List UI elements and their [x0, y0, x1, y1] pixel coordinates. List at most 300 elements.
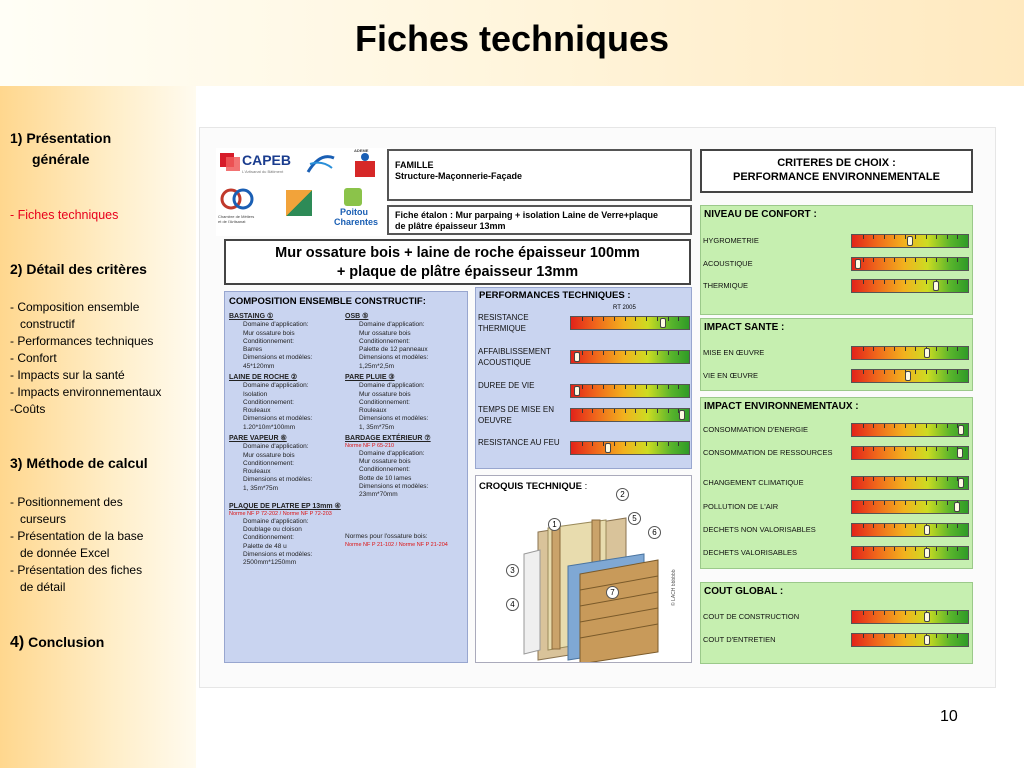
bar-tick	[678, 442, 679, 446]
bar-tick	[678, 351, 679, 355]
bar-tick	[936, 501, 937, 505]
bar-tick	[894, 634, 895, 638]
composition-item	[345, 374, 460, 432]
section4-number: 4)	[10, 634, 25, 651]
composition-item	[345, 435, 460, 500]
composition-item-line: Mur ossature bois	[359, 329, 411, 337]
bar-tick	[915, 235, 916, 239]
poitou-text: Poitou	[340, 207, 368, 217]
sidebar-item: -Coûts	[10, 402, 46, 416]
bar-tick	[625, 385, 626, 389]
composition-item-line: 1, 35m*75m	[243, 484, 279, 492]
bar-tick	[894, 235, 895, 239]
bar-tick	[905, 235, 906, 239]
bar-tick	[646, 442, 647, 446]
composition-item-line: Conditionnement:	[243, 337, 294, 345]
bar-tick	[926, 370, 927, 374]
famille-label: FAMILLE	[395, 160, 434, 170]
rating-slider-knob[interactable]	[958, 478, 964, 488]
bar-tick	[915, 477, 916, 481]
composition-item-line: Rouleaux	[243, 468, 271, 476]
bar-tick	[915, 280, 916, 284]
composition-item-line: Domaine d'application:	[243, 443, 309, 451]
bar-tick	[873, 611, 874, 615]
composition-item	[229, 374, 344, 432]
rating-slider-knob[interactable]	[954, 502, 960, 512]
composition-item-line: Dimensions et modèles:	[243, 354, 313, 362]
bar-tick	[657, 351, 658, 355]
bar-tick	[926, 258, 927, 262]
performance-label: RESISTANCE AU FEU	[478, 438, 560, 447]
rating-bar	[570, 350, 690, 364]
bar-tick	[905, 447, 906, 451]
bar-tick	[936, 258, 937, 262]
bar-tick	[657, 317, 658, 321]
rating-slider-knob[interactable]	[924, 525, 930, 535]
capeb-logo-icon	[218, 150, 242, 172]
sidebar-item: - Impacts sur la santé	[10, 368, 125, 382]
bar-tick	[592, 317, 593, 321]
bar-tick	[884, 547, 885, 551]
wall-section-illustration	[476, 494, 691, 662]
composition-item-line: Domaine d'application:	[243, 517, 309, 525]
composition-panel	[224, 291, 468, 663]
bar-tick	[863, 347, 864, 351]
bar-tick	[894, 501, 895, 505]
bar-tick	[646, 409, 647, 413]
croquis-callout-1: 1	[548, 518, 561, 531]
rating-slider-knob[interactable]	[574, 386, 580, 396]
cma-logo-icon	[218, 186, 258, 212]
bar-tick	[873, 258, 874, 262]
criteria-label: CHANGEMENT CLIMATIQUE	[703, 478, 804, 487]
bar-tick	[936, 477, 937, 481]
bar-tick	[625, 317, 626, 321]
sidebar-item: - Performances techniques	[10, 334, 154, 348]
bar-tick	[936, 447, 937, 451]
bar-tick	[936, 634, 937, 638]
chamber-logo-icon	[286, 190, 312, 216]
bar-tick	[646, 351, 647, 355]
bar-tick	[863, 524, 864, 528]
bar-tick	[863, 547, 864, 551]
composition-item-line: 1, 35m*75m	[359, 423, 395, 431]
rating-bar	[851, 633, 969, 647]
logos-panel	[216, 148, 391, 236]
bar-tick	[614, 409, 615, 413]
croquis-callout-4: 4	[506, 598, 519, 611]
bar-tick	[947, 424, 948, 428]
bar-tick	[957, 258, 958, 262]
bar-tick	[884, 501, 885, 505]
criteria-section-title: IMPACT SANTE :	[704, 322, 785, 333]
sidebar-item: - Composition ensemble	[10, 300, 140, 314]
bar-tick	[592, 385, 593, 389]
composition-item-line: Botte de 10 lames	[359, 474, 412, 482]
bar-tick	[947, 235, 948, 239]
bar-tick	[915, 634, 916, 638]
page-number: 10	[940, 708, 958, 725]
bar-tick	[957, 370, 958, 374]
bar-tick	[614, 385, 615, 389]
sidebar-section1-line2: générale	[32, 151, 90, 167]
criteria-label: ACOUSTIQUE	[703, 259, 753, 268]
composition-item-name: PLAQUE DE PLATRE EP 13mm ④	[229, 503, 341, 510]
sidebar-section4-head	[10, 633, 104, 652]
croquis-panel	[475, 475, 692, 663]
bar-tick	[592, 442, 593, 446]
bar-tick	[873, 370, 874, 374]
page-title: Fiches techniques	[354, 18, 670, 59]
bar-tick	[947, 347, 948, 351]
bar-tick	[947, 477, 948, 481]
bar-tick	[947, 547, 948, 551]
etalon-line2: de plâtre épaisseur 13mm	[395, 221, 506, 231]
croquis-callout-7: 7	[606, 586, 619, 599]
composition-item-line: 1,25m*2,5m	[359, 362, 395, 370]
rating-slider-knob[interactable]	[924, 635, 930, 645]
composition-item-line: Dimensions et modèles:	[243, 476, 313, 484]
rating-bar	[851, 446, 969, 460]
technical-sheet-figure	[199, 127, 996, 688]
bar-tick	[863, 501, 864, 505]
bar-tick	[915, 611, 916, 615]
criteria-label: VIE EN ŒUVRE	[703, 371, 759, 380]
composition-item-line: Domaine d'application:	[359, 321, 425, 329]
composition-item	[229, 313, 344, 371]
rating-bar	[851, 369, 969, 383]
bar-tick	[926, 280, 927, 284]
sidebar-item: curseurs	[20, 512, 67, 526]
rating-bar	[570, 384, 690, 398]
criteria-label: COUT D'ENTRETIEN	[703, 635, 776, 644]
criteria-label: DECHETS VALORISABLES	[703, 548, 798, 557]
sidebar-fiches-techniques[interactable]: - Fiches techniques	[10, 208, 119, 222]
composition-item-line: 23mm*70mm	[359, 491, 398, 499]
rating-bar	[570, 408, 690, 422]
performance-label: TEMPS DE MISE EN OEUVRE	[478, 405, 555, 425]
bar-tick	[668, 409, 669, 413]
bar-tick	[915, 258, 916, 262]
bar-tick	[603, 317, 604, 321]
norms-note-text: Normes pour l'ossature bois:	[345, 533, 428, 540]
bar-tick	[947, 370, 948, 374]
product-title-line1: Mur ossature bois + laine de roche épaisseur 100mm	[275, 245, 640, 261]
composition-item-line: Domaine d'application:	[359, 382, 425, 390]
criteria-label: MISE EN ŒUVRE	[703, 348, 765, 357]
rating-bar	[851, 346, 969, 360]
rating-bar	[570, 441, 690, 455]
bar-tick	[603, 442, 604, 446]
bar-tick	[657, 385, 658, 389]
bar-tick	[915, 501, 916, 505]
bar-tick	[657, 442, 658, 446]
composition-item-line: Domaine d'application:	[243, 321, 309, 329]
product-title-line2: + plaque de plâtre épaisseur 13mm	[336, 264, 579, 280]
rating-slider-knob[interactable]	[907, 236, 913, 246]
croquis-title-text: CROQUIS TECHNIQUE	[479, 481, 582, 492]
famille-value: Structure-Maçonnerie-Façade	[395, 171, 523, 181]
bar-tick	[894, 477, 895, 481]
composition-item-line: Dimensions et modèles:	[359, 354, 429, 362]
bar-tick	[592, 409, 593, 413]
bar-tick	[678, 317, 679, 321]
bar-tick	[894, 611, 895, 615]
bar-tick	[603, 409, 604, 413]
cma-caption: Chambre de Métiers et de l'Artisanat	[218, 214, 255, 224]
bar-tick	[592, 351, 593, 355]
sidebar-section1-line1: 1) Présentation	[10, 130, 112, 146]
croquis-title-colon: :	[581, 481, 588, 492]
bar-tick	[915, 547, 916, 551]
bar-tick	[873, 477, 874, 481]
criteria-label: THERMIQUE	[703, 281, 748, 290]
bar-tick	[884, 634, 885, 638]
bar-tick	[646, 317, 647, 321]
charentes-text: Charentes	[334, 217, 379, 227]
bar-tick	[635, 385, 636, 389]
sidebar-item: constructif	[20, 317, 75, 331]
bar-tick	[635, 442, 636, 446]
bar-tick	[873, 501, 874, 505]
bar-tick	[905, 424, 906, 428]
composition-item-line: Conditionnement:	[243, 398, 294, 406]
bar-tick	[957, 634, 958, 638]
rating-slider-knob[interactable]	[924, 548, 930, 558]
bar-tick	[646, 385, 647, 389]
rating-slider-knob[interactable]	[958, 425, 964, 435]
composition-item	[345, 313, 460, 371]
bar-tick	[936, 547, 937, 551]
composition-item-name: OSB ⑤	[345, 313, 369, 320]
bar-tick	[635, 317, 636, 321]
bar-tick	[884, 280, 885, 284]
bar-tick	[863, 634, 864, 638]
bar-tick	[614, 442, 615, 446]
bar-tick	[678, 385, 679, 389]
bar-tick	[582, 409, 583, 413]
bar-tick	[884, 347, 885, 351]
criteria-label: HYGROMETRIE	[703, 236, 759, 245]
bar-tick	[863, 235, 864, 239]
composition-item-line: Mur ossature bois	[359, 390, 411, 398]
norms-note	[345, 533, 460, 550]
composition-item-line: Dimensions et modèles:	[243, 550, 313, 558]
bar-tick	[582, 442, 583, 446]
composition-item-line: Dimensions et modèles:	[359, 415, 429, 423]
bar-tick	[915, 447, 916, 451]
criteria-section-title: NIVEAU DE CONFORT :	[704, 209, 817, 220]
bar-tick	[668, 351, 669, 355]
sidebar-item: de donnée Excel	[20, 546, 110, 560]
bar-tick	[926, 477, 927, 481]
bar-tick	[947, 524, 948, 528]
bar-tick	[625, 409, 626, 413]
bar-tick	[905, 547, 906, 551]
norms-note-refs: Norme NF P 21-102 / Norme NF P 21-204	[345, 542, 448, 549]
composition-title: COMPOSITION ENSEMBLE CONSTRUCTIF:	[229, 296, 426, 307]
bar-tick	[894, 547, 895, 551]
bar-tick	[657, 409, 658, 413]
composition-item-norm: Norme NF P 72-202 / Norme NF P 72-203	[229, 511, 332, 518]
croquis-callout-2: 2	[616, 488, 629, 501]
bar-tick	[894, 280, 895, 284]
croquis-title	[479, 481, 587, 492]
rating-slider-knob[interactable]	[574, 352, 580, 362]
composition-item-line: Palette de 12 panneaux	[359, 346, 428, 354]
rating-slider-knob[interactable]	[957, 448, 963, 458]
bar-tick	[905, 347, 906, 351]
criteria-section	[700, 582, 973, 664]
bar-tick	[884, 524, 885, 528]
composition-item-line: Conditionnement:	[243, 534, 294, 542]
rating-bar	[851, 476, 969, 490]
composition-item-name: BARDAGE EXTÉRIEUR ⑦	[345, 435, 431, 442]
famille-box	[387, 149, 692, 201]
bar-tick	[926, 424, 927, 428]
composition-item-name: BASTAING ①	[229, 313, 274, 320]
bar-tick	[936, 235, 937, 239]
composition-item-name: PARE PLUIE ③	[345, 374, 395, 381]
criteria-label: DECHETS NON VALORISABLES	[703, 525, 816, 534]
bar-tick	[894, 424, 895, 428]
rating-slider-knob[interactable]	[660, 318, 666, 328]
etalon-line1: Fiche étalon : Mur parpaing + isolation Laine de Verre+plaque	[395, 210, 659, 220]
criteria-section	[700, 318, 973, 391]
bar-tick	[603, 385, 604, 389]
sidebar-item: - Impacts environnementaux	[10, 385, 162, 399]
bar-tick	[926, 235, 927, 239]
rating-bar	[851, 500, 969, 514]
bar-tick	[582, 351, 583, 355]
bar-tick	[894, 347, 895, 351]
sidebar-item: - Présentation des fiches	[10, 563, 143, 577]
bar-tick	[905, 634, 906, 638]
rating-slider-knob[interactable]	[605, 443, 611, 453]
bar-tick	[926, 447, 927, 451]
bar-tick	[915, 524, 916, 528]
bar-tick	[873, 280, 874, 284]
bar-tick	[915, 424, 916, 428]
bar-tick	[936, 347, 937, 351]
bar-tick	[957, 347, 958, 351]
bar-tick	[603, 351, 604, 355]
bar-tick	[863, 424, 864, 428]
rating-bar	[851, 523, 969, 537]
ademe-logo-icon	[352, 151, 378, 179]
bar-tick	[957, 235, 958, 239]
bar-tick	[936, 524, 937, 528]
sidebar-section3-head: 3) Méthode de calcul	[10, 455, 148, 471]
fiche-etalon-box	[387, 205, 692, 235]
composition-item-name: LAINE DE ROCHE ②	[229, 374, 298, 381]
rating-slider-knob[interactable]	[855, 259, 861, 269]
bar-tick	[947, 611, 948, 615]
sidebar-item: - Présentation de la base	[10, 529, 144, 543]
composition-item-line: Dimensions et modèles:	[359, 482, 429, 490]
bar-tick	[905, 280, 906, 284]
criteria-label: CONSOMMATION D'ENERGIE	[703, 425, 809, 434]
criteria-section	[700, 205, 973, 315]
bar-tick	[863, 477, 864, 481]
croquis-callout-3: 3	[506, 564, 519, 577]
composition-item	[229, 435, 344, 493]
capeb-logo: CAPEB	[242, 152, 292, 168]
composition-item-line: Rouleaux	[243, 407, 271, 415]
rt-2005-label: RT 2005	[613, 305, 636, 311]
bar-tick	[873, 347, 874, 351]
composition-item-line: Dimensions et modèles:	[243, 415, 313, 423]
bar-tick	[863, 447, 864, 451]
criteria-label: CONSOMMATION DE RESSOURCES	[703, 448, 833, 457]
rating-slider-knob[interactable]	[933, 281, 939, 291]
bar-tick	[625, 442, 626, 446]
section4-label: Conclusion	[28, 634, 105, 650]
bar-tick	[863, 611, 864, 615]
bar-tick	[936, 424, 937, 428]
rating-slider-knob[interactable]	[924, 612, 930, 622]
bar-tick	[936, 611, 937, 615]
performances-title: PERFORMANCES TECHNIQUES :	[479, 290, 631, 301]
bar-tick	[635, 351, 636, 355]
composition-item-line: Doublage ou cloison	[243, 526, 302, 534]
bar-tick	[894, 258, 895, 262]
croquis-copyright: © LACH bbbbbb	[671, 569, 677, 606]
bar-tick	[863, 280, 864, 284]
bar-tick	[905, 258, 906, 262]
rating-bar	[851, 423, 969, 437]
rating-slider-knob[interactable]	[905, 371, 911, 381]
bar-tick	[905, 524, 906, 528]
rating-slider-knob[interactable]	[924, 348, 930, 358]
composition-item-line: 1.20*10m*100mm	[243, 423, 296, 431]
bar-tick	[905, 611, 906, 615]
croquis-callout-5: 5	[628, 512, 641, 525]
ffb-logo-icon	[304, 150, 338, 178]
bar-tick	[863, 258, 864, 262]
sidebar-item: de détail	[20, 580, 66, 594]
criteria-section-title: COUT GLOBAL :	[704, 586, 784, 597]
capeb-subtitle: L'Artisanat du Bâtiment	[242, 169, 284, 174]
bar-tick	[884, 370, 885, 374]
bar-tick	[884, 258, 885, 262]
poitou-logo-icon	[344, 188, 362, 206]
criteres-line1: CRITERES DE CHOIX :	[777, 157, 896, 169]
bar-tick	[915, 347, 916, 351]
bar-tick	[894, 447, 895, 451]
composition-item-line: Conditionnement:	[243, 459, 294, 467]
rating-slider-knob[interactable]	[679, 410, 685, 420]
composition-item-line: Domaine d'application:	[359, 449, 425, 457]
bar-tick	[894, 524, 895, 528]
composition-item-line: 45*120mm	[243, 362, 275, 370]
performance-label: RESISTANCE THERMIQUE	[478, 313, 529, 333]
bar-tick	[884, 424, 885, 428]
sidebar-item: - Positionnement des	[10, 495, 123, 509]
bar-tick	[635, 409, 636, 413]
composition-item-norm: Norme NF P 65-210	[345, 443, 395, 450]
bar-tick	[894, 370, 895, 374]
composition-item-line: Conditionnement:	[359, 337, 410, 345]
criteria-label: POLLUTION DE L'AIR	[703, 502, 779, 511]
bar-tick	[947, 501, 948, 505]
rating-bar	[851, 610, 969, 624]
criteria-section-title: IMPACT ENVIRONNEMENTAUX :	[704, 401, 859, 412]
performance-label: DUREE DE VIE	[478, 381, 535, 390]
sidebar-item: - Confort	[10, 351, 57, 365]
sidebar	[0, 86, 196, 768]
composition-item-line: Conditionnement:	[359, 398, 410, 406]
